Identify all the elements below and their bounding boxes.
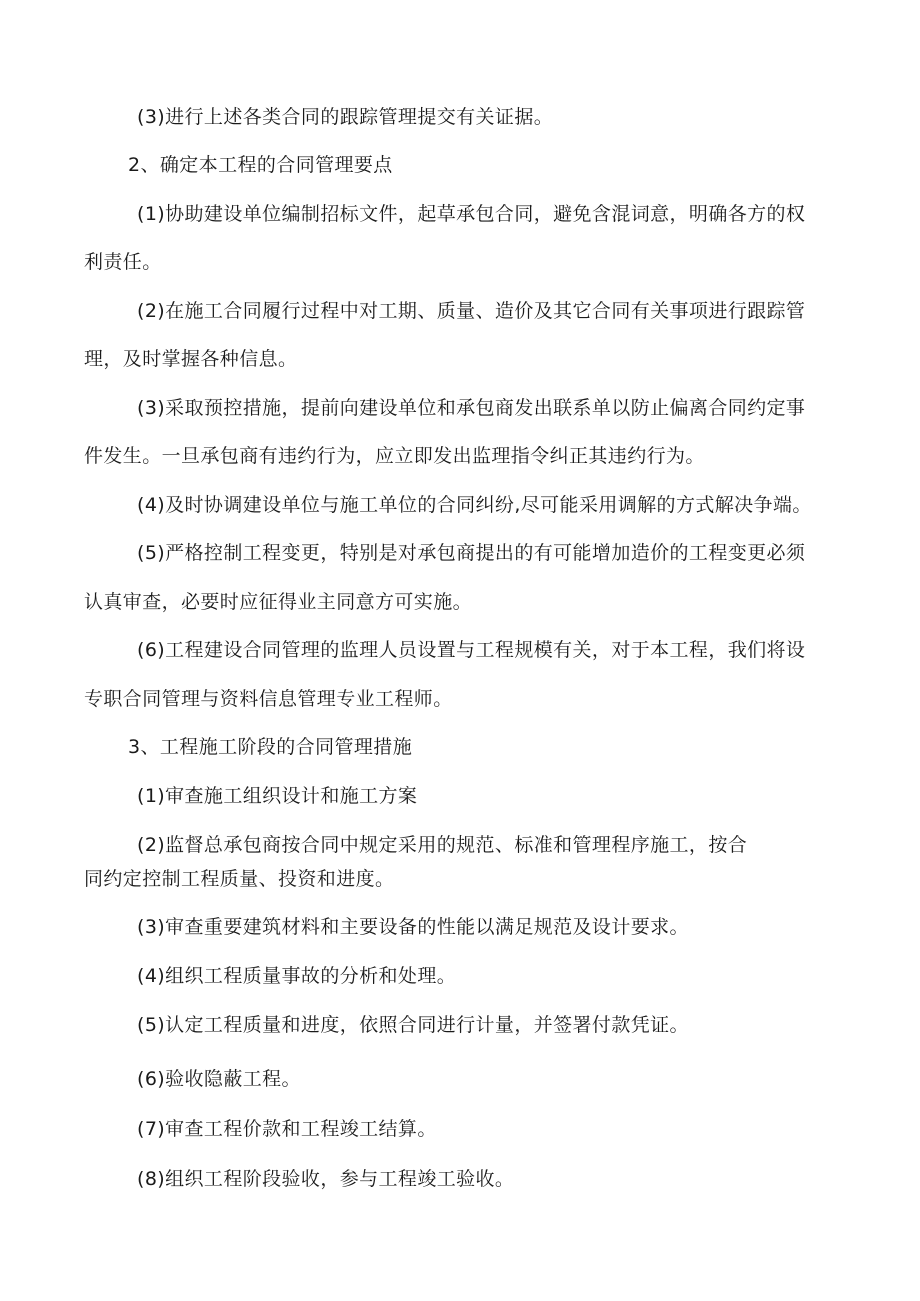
paragraph-2-tracking-line-2: 理，及时掌握各种信息。 xyxy=(84,348,298,370)
measure-7-settlement: (7)审查工程价款和工程竣工结算。 xyxy=(137,1118,437,1140)
paragraph-2-tracking-line-1: (2)在施工合同履行过程中对工期、质量、造价及其它合同有关事项进行跟踪管 xyxy=(137,300,806,322)
section-heading-2: 2、确定本工程的合同管理要点 xyxy=(128,154,393,176)
paragraph-3-precontrol-line-1: (3)采取预控措施，提前向建设单位和承包商发出联系单以防止偏离合同约定事 xyxy=(137,397,806,419)
section-heading-3: 3、工程施工阶段的合同管理措施 xyxy=(128,736,413,758)
paragraph-6-staffing-line-1: (6)工程建设合同管理的监理人员设置与工程规模有关，对于本工程，我们将设 xyxy=(137,639,806,661)
measure-5-payment: (5)认定工程质量和进度，依照合同进行计量，并签署付款凭证。 xyxy=(137,1014,689,1036)
measure-1-review-plan: (1)审查施工组织设计和施工方案 xyxy=(137,785,418,807)
paragraph-3-evidence: (3)进行上述各类合同的跟踪管理提交有关证据。 xyxy=(137,106,554,128)
measure-3-materials: (3)审查重要建筑材料和主要设备的性能以满足规范及设计要求。 xyxy=(137,916,689,938)
paragraph-6-staffing-line-2: 专职合同管理与资料信息管理专业工程师。 xyxy=(84,688,453,710)
measure-4-accidents: (4)组织工程质量事故的分析和处理。 xyxy=(137,965,457,987)
paragraph-5-change-line-2: 认真审查，必要时应征得业主同意方可实施。 xyxy=(84,591,473,613)
measure-6-concealed-works: (6)验收隐蔽工程。 xyxy=(137,1068,301,1090)
paragraph-5-change-line-1: (5)严格控制工程变更，特别是对承包商提出的有可能增加造价的工程变更必须 xyxy=(137,542,806,564)
measure-2-supervise-line-1: (2)监督总承包商按合同中规定采用的规范、标准和管理程序施工，按合 xyxy=(137,834,748,856)
paragraph-3-precontrol-line-2: 件发生。一旦承包商有违约行为，应立即发出监理指令纠正其违约行为。 xyxy=(84,445,705,467)
measure-8-acceptance: (8)组织工程阶段验收，参与工程竣工验收。 xyxy=(137,1168,515,1190)
paragraph-1-tender-line-1: (1)协助建设单位编制招标文件，起草承包合同，避免含混词意，明确各方的权 xyxy=(137,203,806,225)
measure-2-supervise-line-2: 同约定控制工程质量、投资和进度。 xyxy=(84,868,395,890)
paragraph-1-tender-line-2: 利责任。 xyxy=(84,251,162,273)
paragraph-4-dispute: (4)及时协调建设单位与施工单位的合同纠纷,尽可能采用调解的方式解决争端。 xyxy=(137,494,812,516)
